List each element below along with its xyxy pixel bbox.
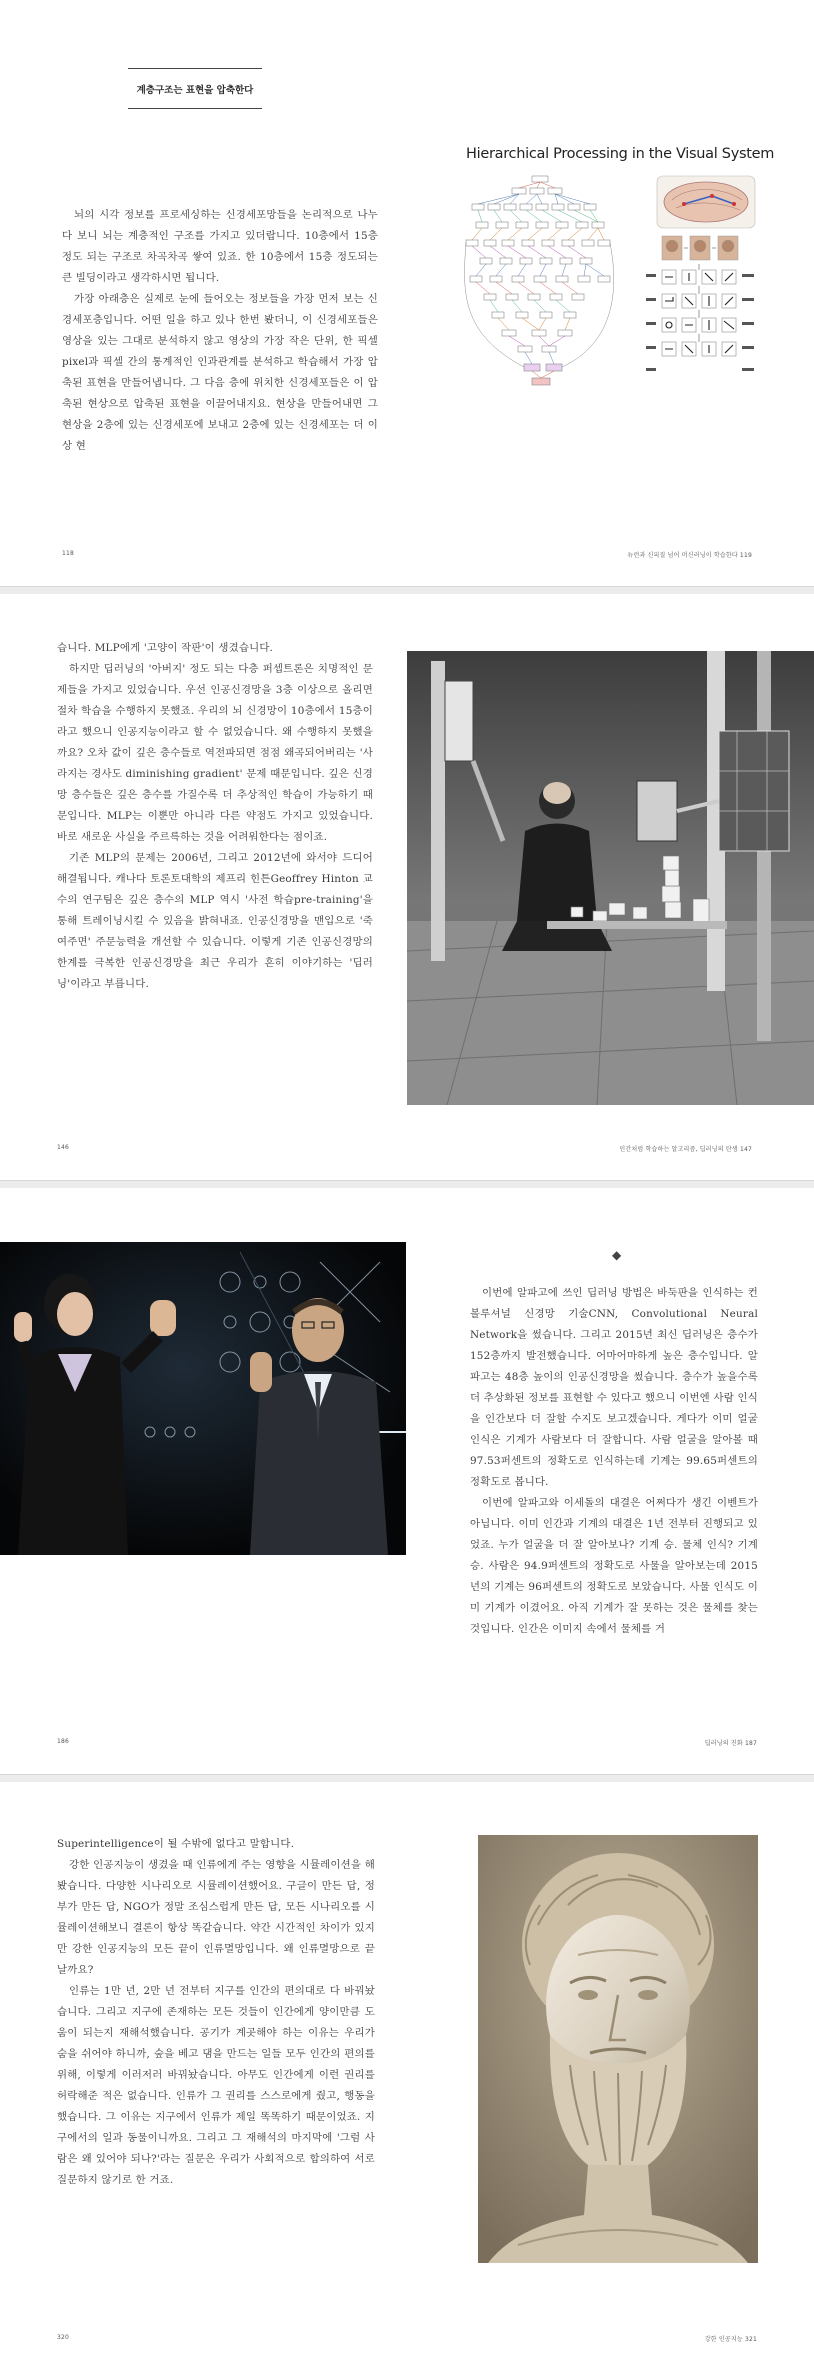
page-number-left: 186 bbox=[57, 1738, 70, 1745]
paragraph: 인류는 1만 년, 2만 년 전부터 지구를 인간의 편의대로 다 바꿔놨습니다. 그리고 지구에 존재하는 모든 것들이 인간에게 양이만큼 도움이 되는지 재해석했습니다. 공기가 계곳해야 하는 이유는 우리가 숨을 쉬어야 하니까, 숲을 베고 댐을 만드는 일들 모두 인간의 편의를 위해, 이렇게 이러저러 바꿔놨습니다. 아무도 인간에게 이런 권리를 허락해준 적은 없습니다. 인류가 그 권리를 스스로에게 줬고, 행동을 했습니다. 그 이유는 지구에서 인류가 제일 똑똑하기 때문이었죠. 지구에서의 일과 동물이니까요. 그리고 그 재해석의 마지막에 '그럼 사람은 왜 있어야 되나?'라는 질문은 우리가 사회적으로 합의하여 서로 질문하지 않기로 한 거죠. bbox=[57, 1985, 375, 2186]
paragraph: 습니다. MLP에게 '고양이 작판'이 생겼습니다. bbox=[57, 642, 274, 654]
figure-title: Hierarchical Processing in the Visual System bbox=[466, 146, 775, 162]
running-footer-right: 강한 인공지능 321 bbox=[704, 2336, 757, 2343]
chapter-heading: 계층구조는 표현을 압축한다 bbox=[128, 68, 262, 109]
page-number-left: 118 bbox=[62, 550, 75, 557]
connectivity-diagram bbox=[466, 176, 610, 385]
paragraph: 이번에 알파고에 쓰인 딥러닝 방법은 바둑판을 인식하는 컨볼루셔널 신경망 기술CNN, Convolutional Neural Network을 썼습니다. 그리고 2015년 최신 딥러닝은 층수가 152층까지 발전했습니다. 어마어마하게 높은 층수입니다. 알파고는 48층 높이의 인공신경망을 썼습니다. 층수가 높을수록 더 추상화된 정보를 표현할 수 있다고 했으니 이번엔 사람 인식을 인간보다 더 잘할 수지도 보고겠습니다. 게다가 이미 얼굴 인식은 기계가 사람보다 더 잘합니다. 사람 얼굴을 알아볼 때 97.53퍼센트의 정확도로 인식하는데 기계는 99.65퍼센트의 정확도로 봅니다. bbox=[470, 1287, 758, 1488]
running-footer-right: 딥러닝의 진화 187 bbox=[704, 1740, 757, 1747]
feature-glyphs bbox=[665, 273, 734, 353]
stage-handshake-photo bbox=[0, 1242, 406, 1555]
section-ornament: ◆ bbox=[612, 1248, 622, 1262]
body-text-page-320 bbox=[57, 1834, 375, 2191]
paragraph: 기존 MLP의 문제는 2006년, 그리고 2012년에 와서야 드디어 해결됩니다. 캐나다 토론토대학의 제프리 힌튼Geoffrey Hinton 교수의 연구팀은 깊은 층수의 MLP 역시 '사전 학습pre-training'을 통해 트레이닝시킬 수 있음을 밝혀내죠. 인공신경망을 맨입으로 '죽여주면' 주문능력을 개선할 수 있습니다. 이렇게 기존 인공신경망의 한계를 극복한 인공신경망을 최근 우리가 흔히 이야기하는 '딥러닝'이라고 부릅니다. bbox=[57, 852, 373, 990]
running-footer-right: 인간처럼 학습하는 알고리즘, 딥러닝의 탄생 147 bbox=[619, 1146, 752, 1153]
paragraph: Superintelligence이 될 수밖에 없다고 말합니다. bbox=[57, 1838, 295, 1850]
spread-pages-320-321 bbox=[0, 1782, 814, 2374]
paragraph: 뇌의 시각 정보를 프로세싱하는 신경세포망들을 논리적으로 나누다 보니 뇌는 계층적인 구조를 가지고 있더랍니다. 10층에서 15층 정도 되는 구조로 차곡차곡 쌓여 있죠. 한 10층에서 15층 정도되는 큰 빌딩이라고 생각하시면 됩니다. bbox=[62, 209, 378, 284]
body-text-page-187 bbox=[470, 1283, 758, 1640]
face-stage bbox=[662, 236, 738, 260]
paragraph: 가장 아래층은 실제로 눈에 들어오는 정보들을 가장 먼저 보는 신경세포층입니다. 어떤 일을 하고 있나 한번 봤더니, 이 신경세포들은 영상을 있는 그대로 분석하지 않고 영상의 가장 작은 단위, 한 픽셀pixel과 픽셀 간의 통계적인 인과관계를 분석하고 학습해서 가장 압축된 표현을 만들어냅니다. 그 다음 층에 위치한 신경세포들은 이 압축된 현상으로 압축된 표현을 이끌어내지요. 현상을 만들어내면 그 현상을 2층에 있는 신경세포에 보내고 2층에 있는 신경세포는 더 이상 현 bbox=[62, 293, 378, 452]
spread-pages-118-119 bbox=[0, 0, 814, 587]
brain-illustration bbox=[657, 176, 755, 228]
robot-lab-photo bbox=[407, 651, 814, 1105]
body-text-page-118 bbox=[62, 205, 378, 457]
spread-pages-146-147 bbox=[0, 594, 814, 1181]
page-number-left: 146 bbox=[57, 1144, 70, 1151]
running-footer-right: 뉴런과 신피질 넘어 머신러닝이 학습한다 119 bbox=[627, 552, 752, 559]
page-number-left: 320 bbox=[57, 2334, 70, 2341]
spread-pages-186-187 bbox=[0, 1188, 814, 1775]
marble-bust-photo bbox=[478, 1835, 758, 2263]
visual-hierarchy-diagram bbox=[462, 174, 762, 389]
paragraph: 하지만 딥러닝의 '아버지' 정도 되는 다층 퍼셉트론은 치명적인 문제들을 가지고 있었습니다. 우선 인공신경망을 3층 이상으로 올리면 절차 학습을 수행하지 못했죠. 우리의 뇌 신경망이 10층에서 15층이라고 했으니 인공지능이라고 할 수 없었습니다. 왜 수행하지 못했을까요? 오차 값이 깊은 층수들로 역전파되면 점점 왜곡되어버리는 '사라지는 경사도 diminishing gradient' 문제 때문입니다. 깊은 신경망 층수들은 깊은 층수를 가질수록 더 추상적인 학습이 가능하기 때문입니다. MLP는 이뿐만 아니라 다른 약점도 가지고 있었습니다. 바로 새로운 사실을 주르륵하는 것을 어려워한다는 점이죠. bbox=[57, 663, 373, 843]
body-text-page-146 bbox=[57, 638, 373, 995]
paragraph: 이번에 알파고와 이세돌의 대결은 어쩌다가 생긴 이벤트가 아닙니다. 이미 인간과 기계의 대결은 1년 전부터 진행되고 있었죠. 누가 얼굴을 더 잘 알아보나? 기계 승. 물체 인식? 기계 승. 사람은 94.9퍼센트의 정확도로 사물을 알아보는데 2015년의 기계는 96퍼센트의 정확도로 보았습니다. 사물 인식도 이미 기계가 이겼어요. 아직 기계가 잘 못하는 것은 물체를 찾는 것입니다. 인간은 이미지 속에서 물체를 거 bbox=[470, 1497, 758, 1635]
paragraph: 강한 인공지능이 생겼을 때 인류에게 주는 영향을 시뮬레이션을 해봤습니다. 다양한 시나리오로 시뮬레이션했어요. 구글이 만든 답, 정부가 만든 답, NGO가 정말 조심스럽게 만든 답, 모든 시나리오를 시뮬레이션해보니 결론이 항상 똑같습니다. 약간 시간적인 차이가 있지만 강한 인공지능의 모든 끝이 인류멸망입니다. 왜 인류멸망으로 끝날까요? bbox=[57, 1859, 375, 1976]
